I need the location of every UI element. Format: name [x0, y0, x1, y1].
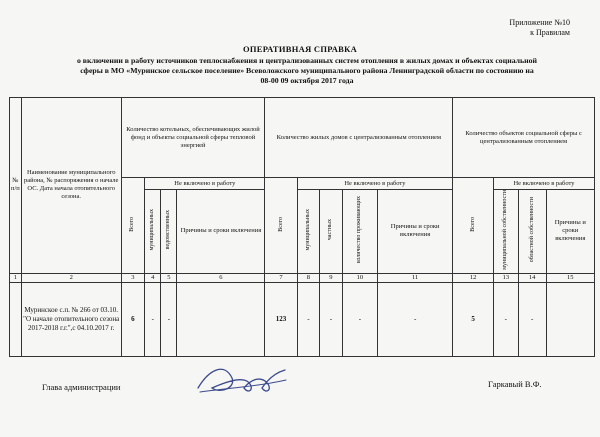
cell-houses-residents: - [342, 282, 377, 356]
header-houses-private: частных [320, 190, 343, 274]
header-social-regional: областной собственности [518, 190, 546, 274]
appendix-line-1: Приложение №10 [509, 18, 570, 27]
col-number: 8 [297, 273, 320, 282]
cell-houses-municipal: - [297, 282, 320, 356]
cell-social-total: 5 [453, 282, 494, 356]
col-number: 1 [10, 273, 22, 282]
header-row-1 [10, 98, 595, 178]
header-social-municipal: муниципальной собственности [493, 190, 518, 274]
report-table [9, 97, 595, 357]
col-number: 15 [546, 273, 594, 282]
header-social-not-included: Не включено в работу [493, 178, 594, 190]
header-social: Количество объектов социальной сферы с централизованным отоплением [453, 98, 595, 178]
cell-social-municipal: - [493, 282, 518, 356]
appendix-line-2: к Правилам [530, 28, 570, 37]
header-houses-not-included: Не включено в работу [297, 178, 453, 190]
cell-social-reasons [546, 282, 594, 356]
header-name: Наименование муниципального района, № распоряжения о начале ОС. Дата начала отопительного сезона. [21, 98, 121, 274]
appendix-note [509, 18, 570, 38]
cell-houses-total: 123 [265, 282, 297, 356]
cell-social-regional: - [518, 282, 546, 356]
col-number: 12 [453, 273, 494, 282]
cell-boilers-departmental: - [161, 282, 177, 356]
cell-houses-private: - [320, 282, 343, 356]
header-houses-municipal: муниципальных [297, 190, 320, 274]
col-number: 4 [145, 273, 161, 282]
cell-houses-reasons: - [378, 282, 453, 356]
signature-position: Глава администрации [42, 382, 121, 392]
header-boilers: Количество котельных, обеспечивающих жилой фонд и объекты социальной сферы тепловой энергией [121, 98, 265, 178]
cell-boilers-municipal: - [145, 282, 161, 356]
col-number: 7 [265, 273, 297, 282]
column-number-row [10, 273, 595, 282]
cell-num [10, 282, 22, 356]
subtitle-line-2: сферы в МО «Муринское сельское поселение» Всеволожского муниципального района Ленинградской области по состоянию на [80, 66, 534, 75]
subtitle-line-1: о включении в работу источников теплоснабжения и централизованных систем отопления в жилых домах и объектах социальной [76, 56, 538, 65]
header-houses-residents: количество проживающих [342, 190, 377, 274]
header-boilers-departmental: ведомственных [161, 190, 177, 274]
handwritten-signature [190, 358, 290, 403]
col-number: 5 [161, 273, 177, 282]
header-boilers-reasons: Причины и сроки включения [177, 190, 265, 274]
col-number: 2 [21, 273, 121, 282]
col-number: 11 [378, 273, 453, 282]
col-number: 3 [121, 273, 145, 282]
cell-boilers-reasons [177, 282, 265, 356]
cell-name: Муринское с.п. № 266 от 03.10. "О начале отопительного сезона 2017-2018 г.г.",с 04.10.2017 г. [21, 282, 121, 356]
header-boilers-not-included: Не включено в работу [145, 178, 265, 190]
header-boilers-municipal: муниципальных [145, 190, 161, 274]
table-row [10, 282, 595, 356]
col-number: 14 [518, 273, 546, 282]
header-num: № п/п [10, 98, 22, 274]
header-social-reasons: Причины и сроки включения [546, 190, 594, 274]
signer-name: Гаркавый В.Ф. [488, 379, 542, 389]
col-number: 13 [493, 273, 518, 282]
cell-boilers-total: 6 [121, 282, 145, 356]
header-houses-reasons: Причины и сроки включения [378, 190, 453, 274]
subtitle-line-3: 08-00 09 октября 2017 года [260, 76, 354, 85]
col-number: 9 [320, 273, 343, 282]
document-subtitle [52, 56, 562, 86]
header-boilers-total: Всего [121, 178, 145, 274]
col-number: 6 [177, 273, 265, 282]
header-houses-total: Всего [265, 178, 297, 274]
header-houses: Количество жилых домов с централизованным отоплением [265, 98, 453, 178]
col-number: 10 [342, 273, 377, 282]
document-title: ОПЕРАТИВНАЯ СПРАВКА [242, 44, 358, 54]
header-social-total: Всего [453, 178, 494, 274]
